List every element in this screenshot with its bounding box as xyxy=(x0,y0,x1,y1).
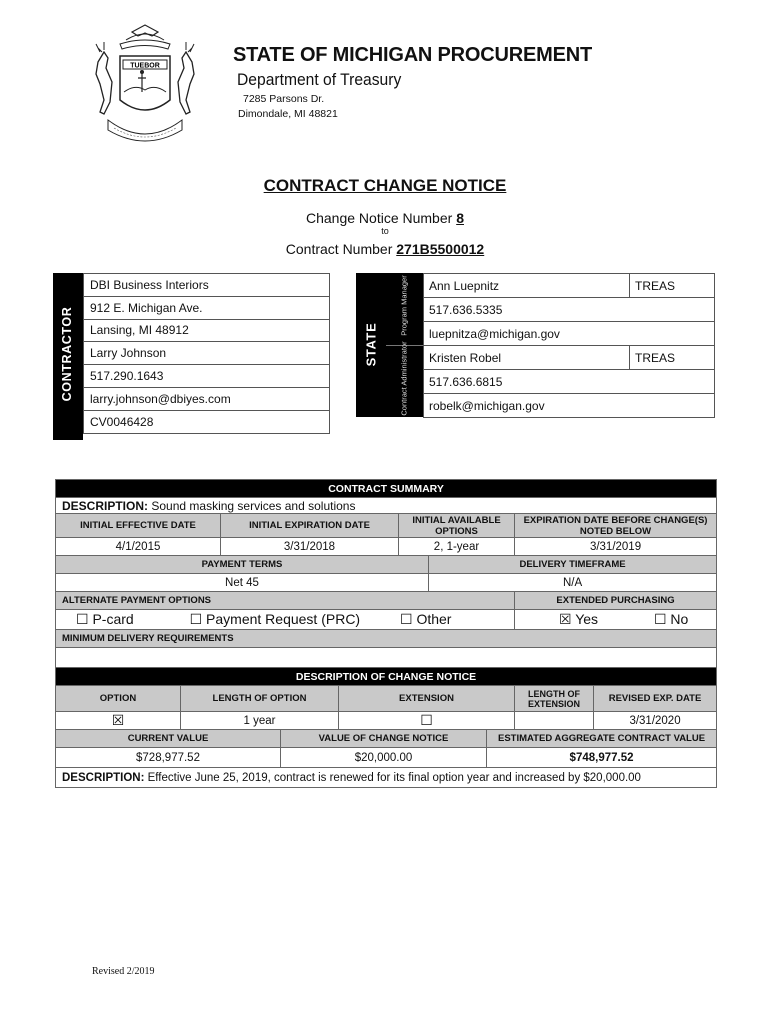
extension-checkbox[interactable]: ☐ xyxy=(339,712,515,730)
state-label: STATE xyxy=(363,322,379,367)
change-notice-header: DESCRIPTION OF CHANGE NOTICE xyxy=(56,668,717,686)
contractor-vendor-id: CV0046428 xyxy=(84,410,330,433)
aggregate-value: $748,977.52 xyxy=(487,748,717,768)
contractor-contact: Larry Johnson xyxy=(84,342,330,365)
alt-payment-header: ALTERNATE PAYMENT OPTIONS xyxy=(56,592,515,610)
change-description: Effective June 25, 2019, contract is renewed for its final option year and increased by $20,000.00 xyxy=(147,771,641,784)
address-line2: Dimondale, MI 48821 xyxy=(238,108,338,120)
contract-number-label: Contract Number xyxy=(285,241,393,257)
delivery-header: DELIVERY TIMEFRAME xyxy=(429,556,717,574)
ca-agency: TREAS xyxy=(630,346,715,370)
exp-before-date: 3/31/2019 xyxy=(515,538,717,556)
change-value-header: VALUE OF CHANGE NOTICE xyxy=(281,730,487,748)
alt-payment-options xyxy=(56,610,515,630)
current-value: $728,977.52 xyxy=(56,748,281,768)
ca-phone: 517.636.6815 xyxy=(424,370,715,394)
contractor-side-bar xyxy=(53,273,83,440)
change-description-row xyxy=(56,768,717,788)
extended-purchasing-header: EXTENDED PURCHASING xyxy=(515,592,717,610)
contractor-street: 912 E. Michigan Ave. xyxy=(84,296,330,319)
length-option-header: LENGTH OF OPTION xyxy=(181,686,339,712)
contract-number: 271B5500012 xyxy=(396,241,485,257)
department-name: Department of Treasury xyxy=(237,70,402,89)
revised-exp-header: REVISED EXP. DATE xyxy=(594,686,717,712)
current-value-header: CURRENT VALUE xyxy=(56,730,281,748)
pm-email: luepnitza@michigan.gov xyxy=(424,322,715,346)
revised-exp-date: 3/31/2020 xyxy=(594,712,717,730)
no-checkbox[interactable] xyxy=(654,611,688,627)
change-notice-line xyxy=(0,210,770,226)
pm-agency: TREAS xyxy=(630,274,715,298)
ca-email: robelk@michigan.gov xyxy=(424,394,715,418)
initial-options-header: INITIAL AVAILABLE OPTIONS xyxy=(399,514,515,538)
contractor-city: Lansing, MI 48912 xyxy=(84,319,330,342)
extension-header: EXTENSION xyxy=(339,686,515,712)
exp-before-header: EXPIRATION DATE BEFORE CHANGE(S) NOTED BELOW xyxy=(515,514,717,538)
program-manager-column xyxy=(386,273,423,345)
payment-terms: Net 45 xyxy=(56,574,429,592)
summary-description-label: DESCRIPTION: xyxy=(62,498,149,513)
notice-title: CONTRACT CHANGE NOTICE xyxy=(263,176,507,195)
initial-effective-date: 4/1/2015 xyxy=(56,538,221,556)
initial-expiration-date: 3/31/2018 xyxy=(221,538,399,556)
summary-description-row xyxy=(56,498,717,514)
change-notice-number: 8 xyxy=(456,210,464,226)
other-box-icon: ☐ xyxy=(399,611,413,627)
change-notice-label: Change Notice Number xyxy=(306,210,453,226)
agency-title: STATE OF MICHIGAN PROCUREMENT xyxy=(233,44,593,66)
revised-date: Revised 2/2019 xyxy=(92,966,155,977)
delivery-timeframe: N/A xyxy=(429,574,717,592)
initial-options: 2, 1-year xyxy=(399,538,515,556)
length-extension-header: LENGTH OF EXTENSION xyxy=(515,686,594,712)
pm-name: Ann Luepnitz xyxy=(424,274,630,298)
contract-admin-label: Contract Administrator xyxy=(399,341,409,416)
contract-summary-header: CONTRACT SUMMARY xyxy=(56,480,717,498)
payment-terms-header: PAYMENT TERMS xyxy=(56,556,429,574)
state-side-bar xyxy=(356,273,386,417)
summary-description: Sound masking services and solutions xyxy=(151,498,356,513)
prc-box-icon: ☐ xyxy=(189,611,203,627)
contract-number-line xyxy=(0,241,770,257)
pm-phone: 517.636.5335 xyxy=(424,298,715,322)
initial-expiration-header: INITIAL EXPIRATION DATE xyxy=(221,514,399,538)
aggregate-value-header: ESTIMATED AGGREGATE CONTRACT VALUE xyxy=(487,730,717,748)
length-of-option: 1 year xyxy=(181,712,339,730)
change-description-label: DESCRIPTION: xyxy=(62,771,145,784)
contractor-table xyxy=(83,273,330,434)
no-box-icon: ☐ xyxy=(653,611,667,627)
option-header: OPTION xyxy=(56,686,181,712)
contractor-email: larry.johnson@dbiyes.com xyxy=(84,387,330,410)
length-of-extension xyxy=(515,712,594,730)
ca-name: Kristen Robel xyxy=(424,346,630,370)
other-checkbox[interactable] xyxy=(400,611,451,627)
prc-checkbox[interactable] xyxy=(190,611,364,627)
contract-admin-column xyxy=(386,341,423,417)
initial-effective-header: INITIAL EFFECTIVE DATE xyxy=(56,514,221,538)
pcard-label: P-card xyxy=(92,611,134,627)
pcard-box-icon: ☐ xyxy=(76,611,89,627)
extended-purchasing-options xyxy=(515,610,717,630)
svg-text:TUEBOR: TUEBOR xyxy=(130,62,160,70)
prc-label: Payment Request (PRC) xyxy=(206,611,361,627)
address-line1: 7285 Parsons Dr. xyxy=(243,93,325,105)
no-label: No xyxy=(670,611,689,627)
state-table xyxy=(423,273,715,418)
contractor-label: CONTRACTOR xyxy=(60,306,74,402)
yes-box-checked-icon: ☒ xyxy=(559,611,572,627)
option-checkbox[interactable]: ☒ xyxy=(56,712,181,730)
yes-label: Yes xyxy=(575,611,599,627)
contractor-name: DBI Business Interiors xyxy=(84,274,330,297)
contract-summary-table xyxy=(55,479,717,788)
other-label: Other xyxy=(416,611,452,627)
program-manager-label: Program Manager xyxy=(399,275,409,336)
change-value: $20,000.00 xyxy=(281,748,487,768)
yes-checkbox[interactable] xyxy=(559,611,602,627)
to-label: to xyxy=(381,226,389,236)
contractor-phone: 517.290.1643 xyxy=(84,365,330,388)
min-delivery-value xyxy=(56,648,717,668)
michigan-seal-icon xyxy=(90,22,200,146)
pcard-checkbox[interactable] xyxy=(76,611,138,627)
min-delivery-header: MINIMUM DELIVERY REQUIREMENTS xyxy=(56,630,717,648)
